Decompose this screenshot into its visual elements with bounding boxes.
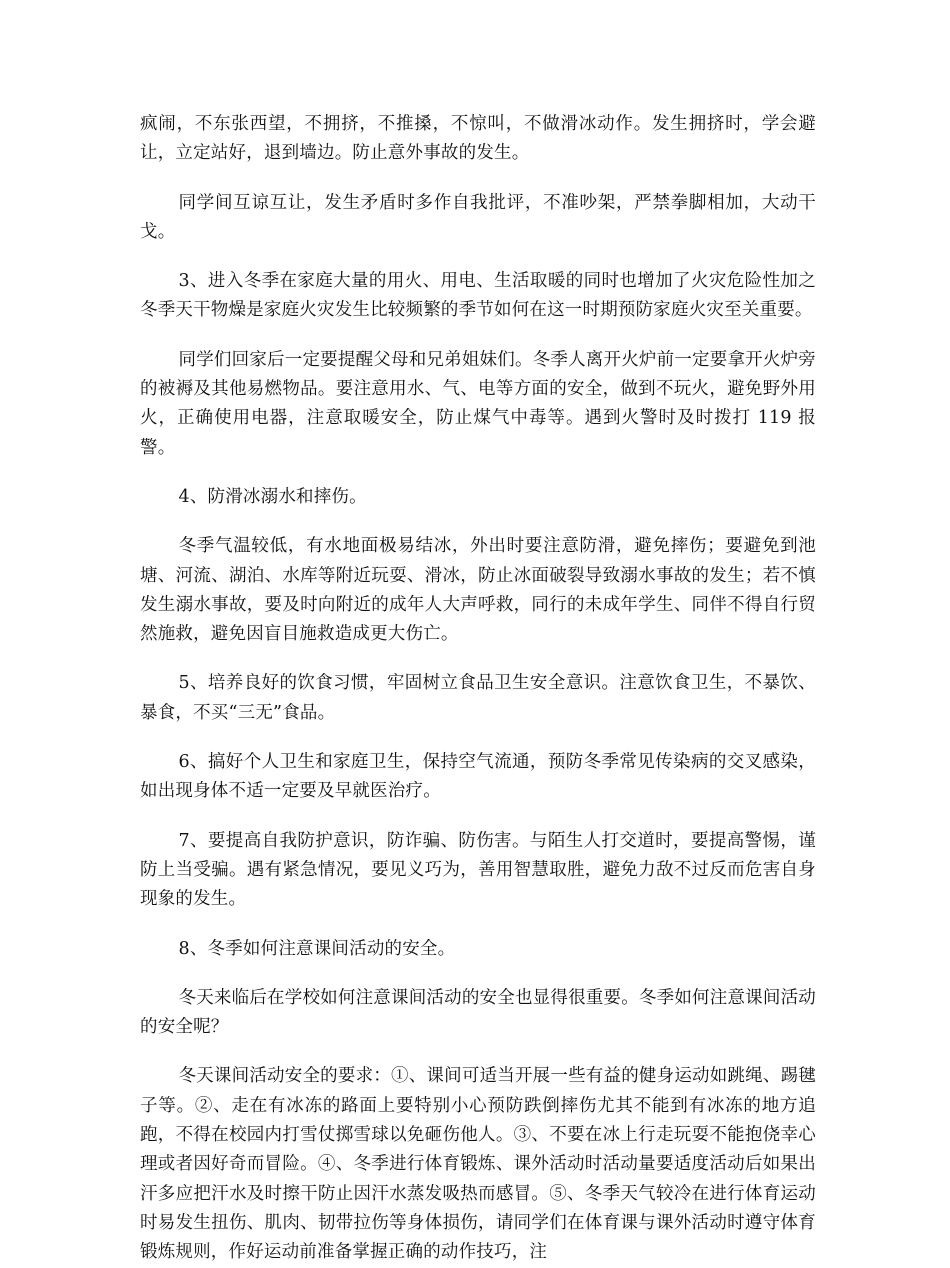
paragraph-ice-safety: 冬季气温较低，有水地面极易结冰，外出时要注意防滑，避免摔伤；要避免到池塘、河流、湖泊、水库等附近玩耍、滑冰，防止冰面破裂导致溺水事故的发生；若不慎发生溺水事故，要及时向附近的成年人大声呼救，同行的未成年学生、同伴不得自行贸然施救，避免因盲目施救造成更大伤亡。 [140,536,816,645]
document-body [140,110,816,1268]
paragraph-heading-break-activities: 8、冬季如何注意课间活动的安全。 [178,938,456,959]
paragraph-heading-ice-drowning: 4、防滑冰溺水和摔伤。 [178,486,367,507]
paragraph-break-requirements: 冬天课间活动安全的要求：①、课间可适当开展一些有益的健身运动如跳绳、踢毽子等。②、走在有冰冻的路面上要特别小心预防跌倒摔伤尤其不能到有冰冻的地方追跑，不得在校园内打雪仗掷雪球以免砸伤他人。③、不要在冰上行走玩耍不能抱侥幸心理或者因好奇而冒险。④、冬季进行体育锻炼、课外活动时活动量要适度活动后如果出汗多应把汗水及时擦干防止因汗水蒸发吸热而感冒。⑤、冬季天气较冷在进行体育运动时易发生扭伤、肌肉、韧带拉伤等身体损伤，请同学们在体育课与课外活动时遵守体育锻炼规则，作好运动前准备掌握正确的动作技巧，注 [140,1066,816,1263]
paragraph-heading-fire-safety: 3、进入冬季在家庭大量的用火、用电、生活取暖的同时也增加了火灾危险性加之冬季天干物燥是家庭火灾发生比较频繁的季节如何在这一时期预防家庭火灾至关重要。 [140,271,816,321]
paragraph-mutual-respect: 同学间互谅互让，发生矛盾时多作自我批评，不准吵架，严禁拳脚相加，大动干戈。 [140,192,816,242]
paragraph-food-safety: 5、培养良好的饮食习惯，牢固树立食品卫生安全意识。注意饮食卫生，不暴饮、暴食，不买“三无”食品。 [140,673,816,723]
paragraph-hygiene: 6、搞好个人卫生和家庭卫生，保持空气流通，预防冬季常见传染病的交叉感染，如出现身体不适一定要及早就医治疗。 [140,752,816,802]
paragraph-fire-prevention: 同学们回家后一定要提醒父母和兄弟姐妹们。冬季人离开火炉前一定要拿开火炉旁的被褥及其他易燃物品。要注意用水、气、电等方面的安全，做到不玩火，避免野外用火，正确使用电器，注意取暖安全，防止煤气中毒等。遇到火警时及时拨打 119 报警。 [140,349,816,458]
paragraph-continuation: 疯闹，不东张西望，不拥挤，不推搡，不惊叫，不做滑冰动作。发生拥挤时，学会避让，立定站好，退到墙边。防止意外事故的发生。 [140,114,816,164]
paragraph-self-protection: 7、要提高自我防护意识，防诈骗、防伤害。与陌生人打交道时，要提高警惕，谨防上当受骗。遇有紧急情况，要见义巧为，善用智慧取胜，避免力敌不过反而危害自身现象的发生。 [140,830,816,910]
paragraph-break-intro: 冬天来临后在学校如何注意课间活动的安全也显得很重要。冬季如何注意课间活动的安全呢？ [140,987,816,1038]
